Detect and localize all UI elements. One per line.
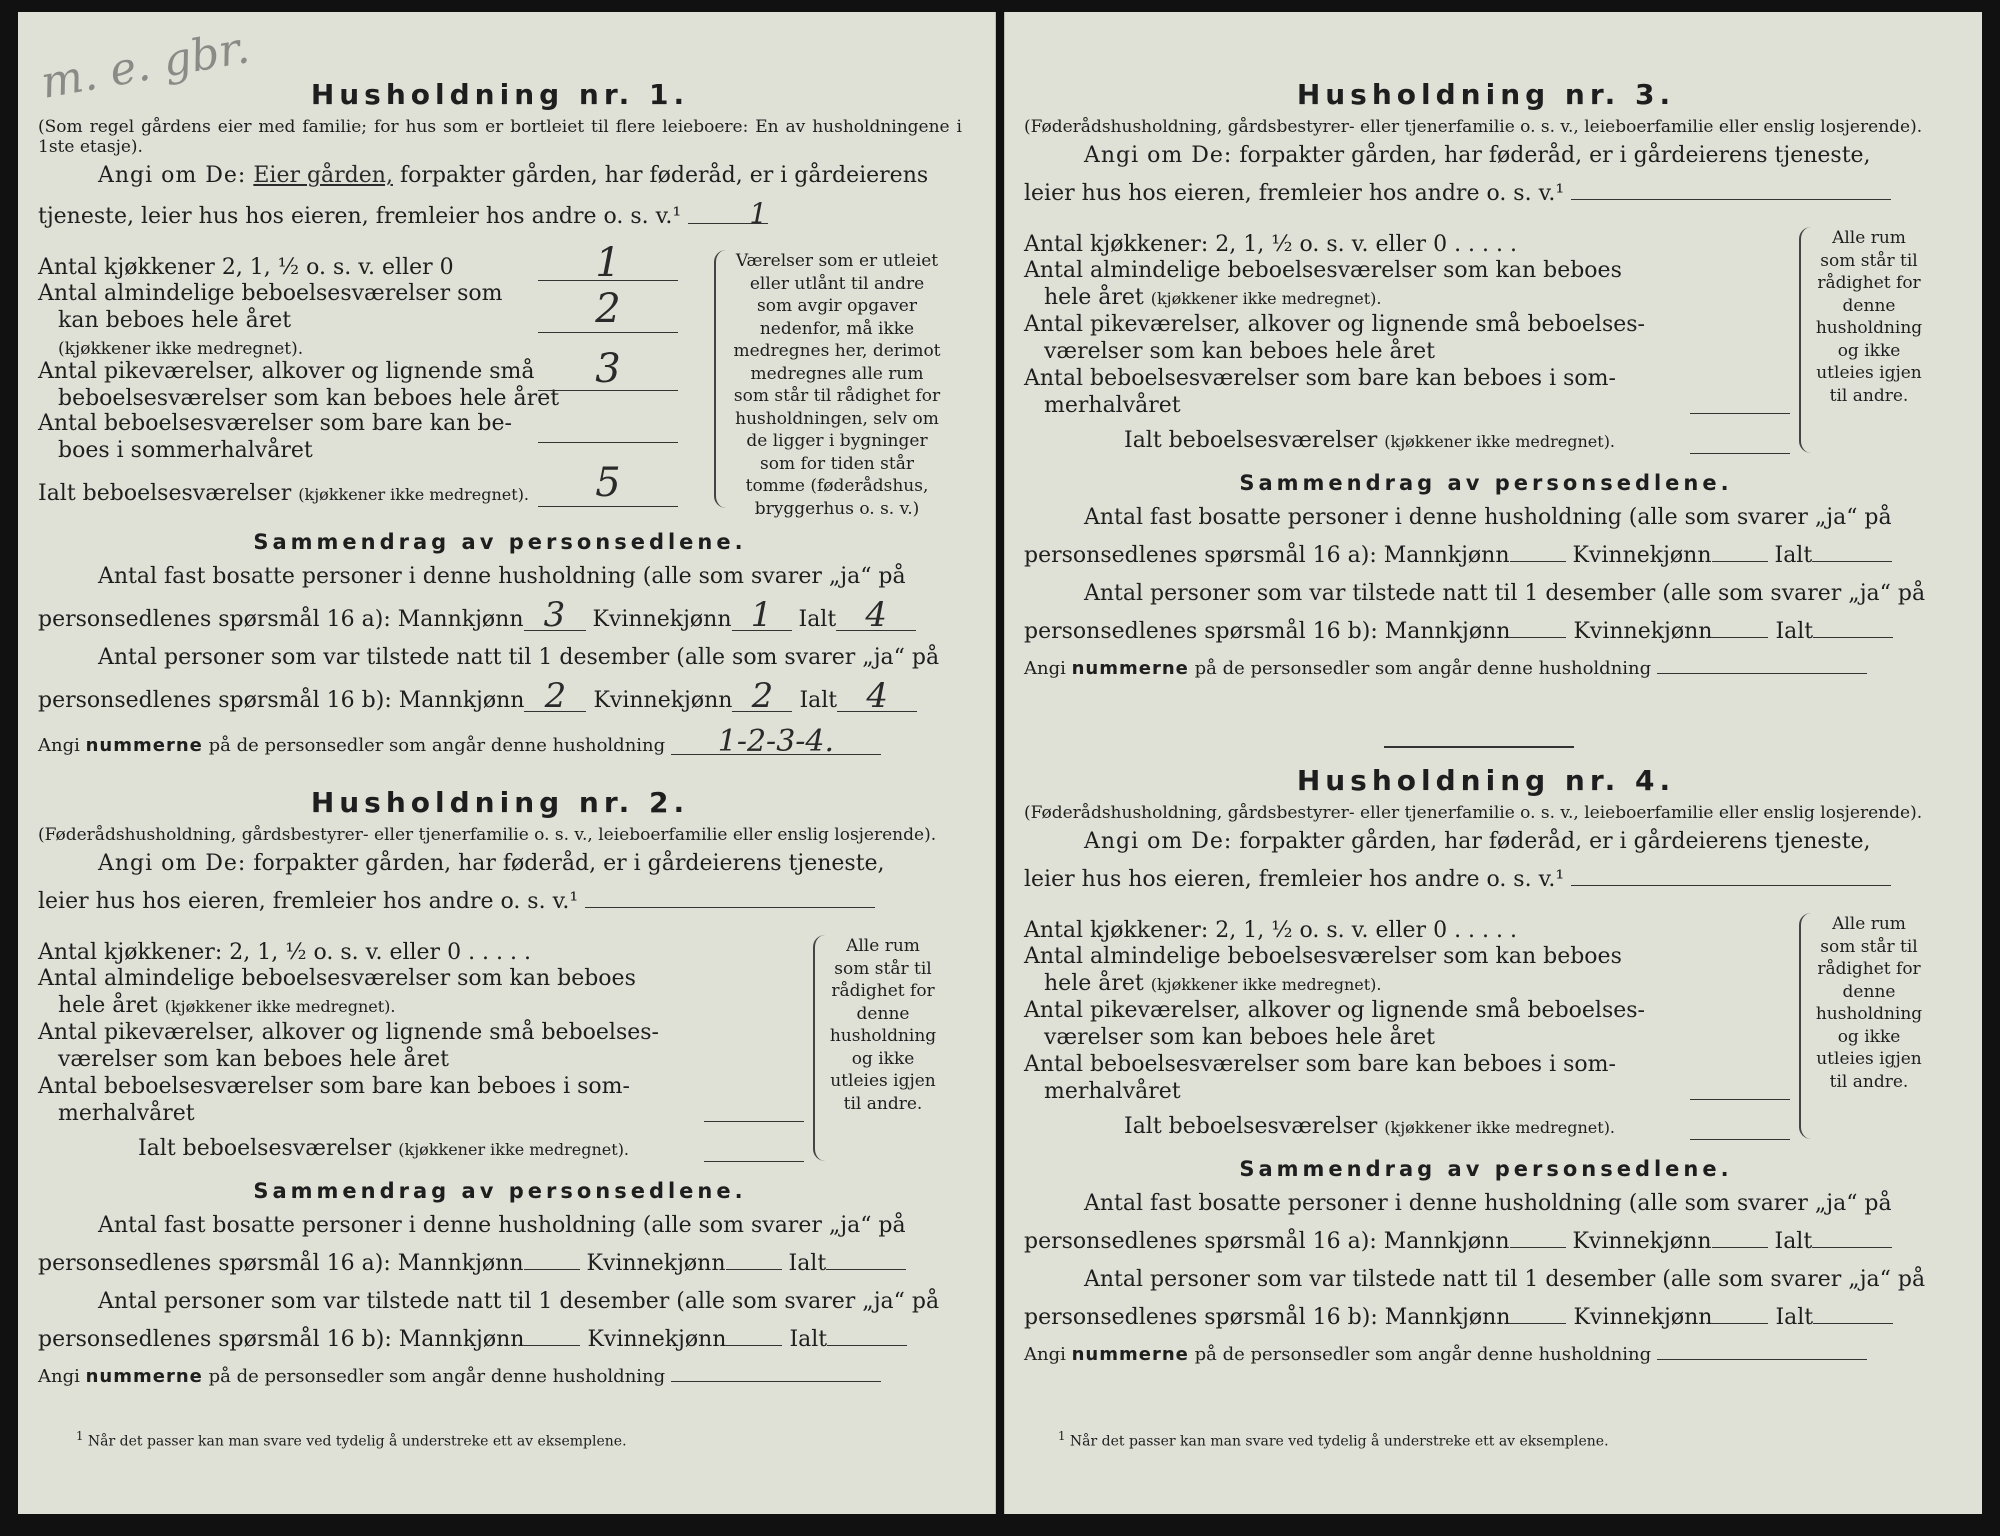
status-question: Angi om De: forpakter gården, har føderåd, er i gårdeierens tjeneste, bbox=[1084, 143, 1871, 168]
resident-female-field[interactable]: 1 bbox=[732, 596, 792, 631]
resident-total-field[interactable] bbox=[1812, 1225, 1892, 1248]
summary-title: Sammendrag av personsedlene. bbox=[1239, 471, 1733, 495]
present-counts: personsedlenes spørsmål 16 b): Mannkjønn Kvinnekjønn Ialt bbox=[38, 1321, 962, 1359]
kitchens-label: Antal kjøkkener 2, 1, ½ o. s. v. eller 0 bbox=[38, 255, 454, 280]
brace bbox=[1799, 913, 1811, 1139]
present-male-field[interactable] bbox=[524, 1323, 580, 1346]
person-numbers: Angi nummerne på de personsedler som angår denne husholdning bbox=[1024, 655, 1948, 679]
page-fold bbox=[995, 12, 996, 1514]
maid-rooms-label: Antal pikeværelser, alkover og lignende små beboelses- værelser som kan beboes hele året bbox=[1024, 312, 1645, 364]
status-question: Angi om De: forpakter gården, har føderåd, er i gårdeierens tjeneste, bbox=[98, 851, 885, 876]
summary-section: Sammendrag av personsedlene. Antal fast bosatte personer i denne husholdning (alle som svarer „ja“ på personsedlenes spørsmål 16 a): Mannkjønn 3 Kvinnekjønn 1 Ialt 4 Antal personer som var tilstede natt til 1 desember (alle som svarer „ja“ på personsedlenes spørsmål 16 b): Mannkjønn 2 Kvinnekjønn 2 Ialt 4 Angi nummerne på de personsedler som angår denne husholdning 1-2-3-4. bbox=[38, 530, 962, 756]
present-female-field[interactable] bbox=[726, 1323, 782, 1346]
rooms-section bbox=[38, 240, 962, 522]
left-page bbox=[18, 12, 996, 1514]
present-male-field[interactable] bbox=[1510, 615, 1566, 638]
present-male-field[interactable] bbox=[1510, 1301, 1566, 1324]
person-numbers: Angi nummerne på de personsedler som angår denne husholdning 1-2-3-4. bbox=[38, 724, 962, 756]
brace bbox=[813, 935, 825, 1161]
summary-section: Sammendrag av personsedlene. Antal fast bosatte personer i denne husholdning (alle som svarer „ja“ på personsedlenes spørsmål 16 a): Mannkjønn Kvinnekjønn Ialt Antal personer som var tilstede natt til 1 desember (alle som svarer „ja“ på personsedlenes spørsmål 16 b): Mannkjønn Kvinnekjønn Ialt Angi nummerne på de personsedler som angår denne husholdning bbox=[1024, 471, 1948, 679]
total-rooms-label: Ialt beboelsesværelser (kjøkkener ikke medregnet). bbox=[1124, 428, 1616, 453]
summary-title: Sammendrag av personsedlene. bbox=[1239, 1157, 1733, 1181]
rooms-section bbox=[1024, 913, 1948, 1149]
person-numbers: Angi nummerne på de personsedler som angår denne husholdning bbox=[1024, 1341, 1948, 1365]
total-rooms-label: Ialt beboelsesværelser (kjøkkener ikke medregnet). bbox=[1124, 1114, 1616, 1139]
kitchens-value[interactable]: 1 bbox=[595, 240, 621, 286]
resident-male-field[interactable] bbox=[1510, 1225, 1566, 1248]
present-female-field[interactable] bbox=[1712, 615, 1768, 638]
resident-female-field[interactable] bbox=[726, 1247, 782, 1270]
household-title: Husholdning nr. 4. bbox=[1296, 764, 1676, 797]
margin-note: m. e. gbr. bbox=[37, 22, 254, 109]
kitchens-label: Antal kjøkkener: 2, 1, ½ o. s. v. eller 0 . . . . . bbox=[1024, 232, 1518, 257]
resident-total-field[interactable] bbox=[826, 1247, 906, 1270]
status-answer-field[interactable] bbox=[1571, 177, 1891, 200]
footnote: $^1$ Når det passer kan man svare ved tydelig å understreke ett av eksemplene. bbox=[76, 1429, 627, 1450]
resident-female-field[interactable] bbox=[1712, 1225, 1768, 1248]
resident-male-field[interactable] bbox=[1510, 539, 1566, 562]
summary-title: Sammendrag av personsedlene. bbox=[253, 1179, 747, 1203]
summary-title: Sammendrag av personsedlene. bbox=[253, 530, 747, 554]
maid-rooms-value[interactable]: 3 bbox=[595, 346, 621, 392]
present-total-field[interactable] bbox=[1813, 1301, 1893, 1324]
person-numbers-field[interactable] bbox=[671, 1363, 881, 1382]
resident-counts: personsedlenes spørsmål 16 a): Mannkjønn Kvinnekjønn Ialt bbox=[1024, 537, 1948, 575]
person-numbers-field[interactable]: 1-2-3-4. bbox=[671, 724, 881, 755]
person-numbers: Angi nummerne på de personsedler som angår denne husholdning bbox=[38, 1363, 962, 1387]
present-total-field[interactable] bbox=[1813, 615, 1893, 638]
household-4: Husholdning nr. 4. (Føderådshusholdning, gårdsbestyrer- eller tjenerfamilie o. s. v., leieboerfamilie eller enslig losjerende). Angi om De: forpakter gården, har føderåd, er i gårdeierens tjeneste, leier hus hos eieren, fremleier hos andre o. s. v.¹ Antal kjøkkener: 2, 1, ½ o. s. v. eller 0 . . . . . Antal almindelige beboelsesværelser som kan beboes hele året (kjøkkener ikke medregnet). Antal pikeværelser, alkover og lignende små beboelses- værelser som kan beboes hele året Antal beboelsesværelser som bare kan beboes i som- merhalvåret Ialt beboelsesværelser (kjøkkener ikke medregnet). Alle rum som står til rådighet for denne husholdning og ikke utleies igjen til andre. Sammendrag av personsedlene. Antal fast bosatte personer i denne husholdning (alle som svarer „ja“ på personsedlenes spørsmål 16 a): Mannkjønn Kvinnekjønn Ialt Antal personer som var tilstede natt til 1 desember (alle som svarer „ja“ på personsedlenes spørsmål 16 b): Mannkjønn Kvinnekjønn Ialt Angi nummerne på de personsedler som angår denne husholdning bbox=[1024, 764, 1948, 1365]
household-subtitle: (Føderådshusholdning, gårdsbestyrer- eller tjenerfamilie o. s. v., leieboerfamilie eller enslig losjerende). bbox=[1024, 117, 1923, 137]
household-1 bbox=[38, 78, 962, 759]
summer-rooms-label: Antal beboelsesværelser som bare kan beboes i som- merhalvåret bbox=[38, 1074, 630, 1126]
kitchens-label: Antal kjøkkener: 2, 1, ½ o. s. v. eller 0 . . . . . bbox=[1024, 918, 1518, 943]
resident-female-field[interactable] bbox=[1712, 539, 1768, 562]
maid-rooms-label: Antal pikeværelser, alkover og lignende små beboelses- værelser som kan beboes hele året bbox=[1024, 998, 1645, 1050]
rooms-section bbox=[38, 935, 962, 1171]
status-answer-field[interactable]: 1 bbox=[688, 195, 768, 224]
status-answer-field[interactable] bbox=[585, 885, 875, 908]
footnote: $^1$ Når det passer kan man svare ved tydelig å understreke ett av eksemplene. bbox=[1058, 1429, 1609, 1450]
present-female-field[interactable] bbox=[1712, 1301, 1768, 1324]
maid-rooms-label: Antal pikeværelser, alkover og lignende små beboelses- værelser som kan beboes hele året bbox=[38, 1020, 659, 1072]
resident-male-field[interactable] bbox=[524, 1247, 580, 1270]
resident-total-field[interactable] bbox=[1812, 539, 1892, 562]
rooms-note: Alle rum som står til rådighet for denne husholdning og ikke utleies igjen til andre. bbox=[829, 936, 937, 1114]
summer-rooms-label: Antal beboelsesværelser som bare kan beboes i som- merhalvåret bbox=[1024, 1052, 1616, 1104]
right-page bbox=[1004, 12, 1982, 1514]
total-rooms-value[interactable]: 5 bbox=[595, 460, 621, 506]
person-numbers-field[interactable] bbox=[1657, 655, 1867, 674]
rooms-note: Alle rum som står til rådighet for denne husholdning og ikke utleies igjen til andre. bbox=[1815, 914, 1923, 1092]
kitchens-label: Antal kjøkkener: 2, 1, ½ o. s. v. eller 0 . . . . . bbox=[38, 940, 532, 965]
present-male-field[interactable]: 2 bbox=[524, 677, 586, 712]
status-answer-field[interactable] bbox=[1571, 863, 1891, 886]
present-counts: personsedlenes spørsmål 16 b): Mannkjønn 2 Kvinnekjønn 2 Ialt 4 bbox=[38, 677, 962, 720]
household-title: Husholdning nr. 1. bbox=[310, 78, 690, 111]
brace bbox=[1799, 227, 1811, 453]
ordinary-rooms-label: Antal almindelige beboelsesværelser som kan beboes hele året (kjøkkener ikke medregnet). bbox=[38, 281, 503, 359]
present-counts: personsedlenes spørsmål 16 b): Mannkjønn Kvinnekjønn Ialt bbox=[1024, 1299, 1948, 1337]
ordinary-rooms-value[interactable]: 2 bbox=[595, 286, 621, 332]
section-divider bbox=[1384, 746, 1574, 748]
household-subtitle: (Føderådshusholdning, gårdsbestyrer- eller tjenerfamilie o. s. v., leieboerfamilie eller enslig losjerende). bbox=[38, 825, 937, 845]
status-question: Angi om De: Eier gården, forpakter gården, har føderåd, er i gårdeierens tjeneste, leier hus hos eieren, fremleier hos andre o. s. v.¹ 1 bbox=[38, 163, 929, 230]
brace bbox=[714, 250, 726, 508]
summary-section: Sammendrag av personsedlene. Antal fast bosatte personer i denne husholdning (alle som svarer „ja“ på personsedlenes spørsmål 16 a): Mannkjønn Kvinnekjønn Ialt Antal personer som var tilstede natt til 1 desember (alle som svarer „ja“ på personsedlenes spørsmål 16 b): Mannkjønn Kvinnekjønn Ialt Angi nummerne på de personsedler som angår denne husholdning bbox=[38, 1179, 962, 1387]
household-subtitle: (Føderådshusholdning, gårdsbestyrer- eller tjenerfamilie o. s. v., leieboerfamilie eller enslig losjerende). bbox=[1024, 803, 1923, 823]
total-rooms-label: Ialt beboelsesværelser (kjøkkener ikke medregnet). bbox=[138, 1136, 630, 1161]
present-total-field[interactable] bbox=[827, 1323, 907, 1346]
resident-counts: personsedlenes spørsmål 16 a): Mannkjønn 3 Kvinnekjønn 1 Ialt 4 bbox=[38, 596, 962, 639]
ordinary-rooms-label: Antal almindelige beboelsesværelser som kan beboes hele året (kjøkkener ikke medregnet). bbox=[1024, 258, 1622, 310]
present-total-field[interactable]: 4 bbox=[837, 677, 917, 712]
summary-section: Sammendrag av personsedlene. Antal fast bosatte personer i denne husholdning (alle som svarer „ja“ på personsedlenes spørsmål 16 a): Mannkjønn Kvinnekjønn Ialt Antal personer som var tilstede natt til 1 desember (alle som svarer „ja“ på personsedlenes spørsmål 16 b): Mannkjønn Kvinnekjønn Ialt Angi nummerne på de personsedler som angår denne husholdning bbox=[1024, 1157, 1948, 1365]
page-fold bbox=[1004, 12, 1005, 1514]
maid-rooms-label: Antal pikeværelser, alkover og lignende små beboelsesværelser som kan beboes hele året bbox=[38, 359, 560, 411]
summer-rooms-label: Antal beboelsesværelser som bare kan beboes i som- merhalvåret bbox=[1024, 366, 1616, 418]
resident-male-field[interactable]: 3 bbox=[524, 596, 586, 631]
household-2: Husholdning nr. 2. (Føderådshusholdning, gårdsbestyrer- eller tjenerfamilie o. s. v., leieboerfamilie eller enslig losjerende). Angi om De: forpakter gården, har føderåd, er i gårdeierens tjeneste, leier hus hos eieren, fremleier hos andre o. s. v.¹ Antal kjøkkener: 2, 1, ½ o. s. v. eller 0 . . . . . Antal almindelige beboelsesværelser som kan beboes hele året (kjøkkener ikke medregnet). Antal pikeværelser, alkover og lignende små beboelses- værelser som kan beboes hele året Antal beboelsesværelser som bare kan beboes i som- merhalvåret Ialt beboelsesværelser (kjøkkener ikke medregnet). Alle rum som står til rådighet for denne husholdning og ikke utleies igjen til andre. Sammendrag av personsedlene. Antal fast bosatte personer i denne husholdning (alle som svarer „ja“ på personsedlenes spørsmål 16 a): Mannkjønn Kvinnekjønn Ialt Antal personer som var tilstede natt til 1 desember (alle som svarer „ja“ på personsedlenes spørsmål 16 b): Mannkjønn Kvinnekjønn Ialt Angi nummerne på de personsedler som angår denne husholdning bbox=[38, 786, 962, 1387]
resident-counts: personsedlenes spørsmål 16 a): Mannkjønn Kvinnekjønn Ialt bbox=[38, 1245, 962, 1283]
resident-counts: personsedlenes spørsmål 16 a): Mannkjønn Kvinnekjønn Ialt bbox=[1024, 1223, 1948, 1261]
eier-garden-option[interactable]: Eier gården, bbox=[253, 163, 393, 188]
rooms-note: Alle rum som står til rådighet for denne husholdning og ikke utleies igjen til andre. bbox=[1815, 228, 1923, 406]
ordinary-rooms-label: Antal almindelige beboelsesværelser som kan beboes hele året (kjøkkener ikke medregnet). bbox=[38, 966, 636, 1018]
household-title: Husholdning nr. 3. bbox=[1296, 78, 1676, 111]
resident-total-field[interactable]: 4 bbox=[836, 596, 916, 631]
household-subtitle: (Som regel gårdens eier med familie; for hus som er bortleiet til flere leieboere: En av husholdningene i 1ste etasje). bbox=[38, 117, 962, 157]
summer-rooms-label: Antal beboelsesværelser som bare kan be- boes i sommerhalvåret bbox=[38, 411, 512, 463]
household-3: Husholdning nr. 3. (Føderådshusholdning, gårdsbestyrer- eller tjenerfamilie o. s. v., leieboerfamilie eller enslig losjerende). Angi om De: forpakter gården, har føderåd, er i gårdeierens tjeneste, leier hus hos eieren, fremleier hos andre o. s. v.¹ Antal kjøkkener: 2, 1, ½ o. s. v. eller 0 . . . . . Antal almindelige beboelsesværelser som kan beboes hele året (kjøkkener ikke medregnet). Antal pikeværelser, alkover og lignende små beboelses- værelser som kan beboes hele året Antal beboelsesværelser som bare kan beboes i som- merhalvåret Ialt beboelsesværelser (kjøkkener ikke medregnet). Alle rum som står til rådighet for denne husholdning og ikke utleies igjen til andre. Sammendrag av personsedlene. Antal fast bosatte personer i denne husholdning (alle som svarer „ja“ på personsedlenes spørsmål 16 a): Mannkjønn Kvinnekjønn Ialt Antal personer som var tilstede natt til 1 desember (alle som svarer „ja“ på personsedlenes spørsmål 16 b): Mannkjønn Kvinnekjønn Ialt Angi nummerne på de personsedler som angår denne husholdning bbox=[1024, 78, 1948, 679]
present-counts: personsedlenes spørsmål 16 b): Mannkjønn Kvinnekjønn Ialt bbox=[1024, 613, 1948, 651]
ordinary-rooms-label: Antal almindelige beboelsesværelser som kan beboes hele året (kjøkkener ikke medregnet). bbox=[1024, 944, 1622, 996]
person-numbers-field[interactable] bbox=[1657, 1341, 1867, 1360]
total-rooms-label: Ialt beboelsesværelser (kjøkkener ikke medregnet). bbox=[38, 481, 530, 506]
rooms-note: Værelser som er utleiet eller utlånt til andre som avgir opgaver nedenfor, må ikke medregnes her, derimot medregnes alle rum som står til rådighet for husholdningen, selv om de ligger i bygninger som for tiden står tomme (føderådshus, bryggerhus o. s. v.) bbox=[733, 251, 941, 519]
household-title: Husholdning nr. 2. bbox=[310, 786, 690, 819]
present-female-field[interactable]: 2 bbox=[732, 677, 792, 712]
rooms-section bbox=[1024, 227, 1948, 463]
status-question: Angi om De: forpakter gården, har føderåd, er i gårdeierens tjeneste, bbox=[1084, 829, 1871, 854]
